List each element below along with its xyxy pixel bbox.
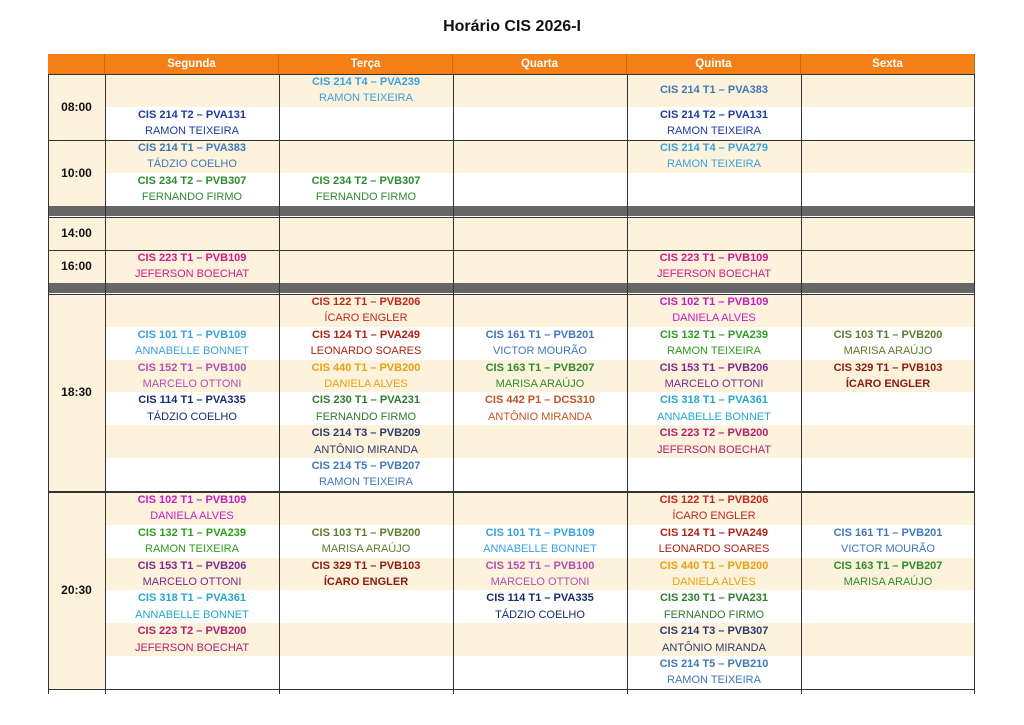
- header-day: Segunda: [105, 54, 279, 74]
- course-code: CIS 214 T2 – PVA131: [137, 108, 247, 121]
- professor-name: DANIELA ALVES: [672, 576, 756, 588]
- class-entry: [105, 590, 279, 623]
- professor-name: RAMON TEIXEIRA: [667, 125, 761, 138]
- professor-name: RAMON TEIXEIRA: [319, 92, 413, 105]
- professor-name: FERNANDO FIRMO: [315, 191, 417, 204]
- professor-name: ÍCARO ENGLER: [324, 312, 408, 325]
- course-code: CIS 153 T1 – PVB206: [137, 559, 247, 572]
- course-code: CIS 102 T1 – PVB109: [659, 296, 769, 308]
- professor-name: TÁDZIO COELHO: [147, 158, 237, 171]
- course-code: CIS 102 T1 – PVB109: [137, 494, 247, 506]
- professor-name: RAMON TEIXEIRA: [319, 476, 413, 489]
- header-corner: [48, 54, 105, 74]
- header-day: Quinta: [627, 54, 801, 74]
- row-border: [48, 74, 975, 75]
- course-code: CIS 153 T1 – PVB206: [659, 361, 769, 374]
- column-border: [48, 74, 49, 694]
- professor-name: RAMON TEIXEIRA: [667, 674, 761, 687]
- time-label: 20:30: [61, 583, 92, 598]
- professor-name: MARISA ARAÚJO: [495, 378, 585, 390]
- course-code: CIS 223 T2 – PVB200: [137, 625, 247, 638]
- class-entry: [453, 590, 627, 623]
- course-code: CIS 329 T1 – PVB103: [833, 361, 943, 374]
- header-day: Sexta: [801, 54, 975, 74]
- professor-name: DANIELA ALVES: [150, 510, 234, 523]
- professor-name: VICTOR MOURÃO: [841, 543, 935, 556]
- course-code: CIS 440 T1 – PVB200: [311, 361, 421, 374]
- professor-name: ANNABELLE BONNET: [135, 608, 249, 621]
- class-entry: [453, 360, 627, 393]
- row-band: [105, 217, 975, 250]
- professor-name: DANIELA ALVES: [672, 312, 756, 325]
- class-entry: [627, 82, 801, 98]
- class-entry: [105, 107, 279, 140]
- course-code: CIS 214 T3 – PVB209: [311, 427, 421, 440]
- course-code: CIS 442 P1 – DCS310: [484, 394, 596, 407]
- professor-name: TÁDZIO COELHO: [147, 410, 237, 423]
- column-border: [105, 74, 106, 694]
- class-entry: [105, 327, 279, 360]
- professor-name: LEONARDO SOARES: [310, 345, 422, 358]
- course-code: CIS 163 T1 – PVB207: [485, 361, 595, 374]
- course-code: CIS 101 T1 – PVB109: [137, 328, 247, 341]
- course-code: CIS 214 T4 – PVA239: [311, 76, 421, 88]
- time-label: 10:00: [61, 165, 92, 180]
- professor-name: RAMON TEIXEIRA: [145, 543, 239, 556]
- professor-name: JEFERSON BOECHAT: [134, 268, 250, 281]
- professor-name: MARCELO OTTONI: [142, 378, 242, 390]
- professor-name: MARISA ARAÚJO: [321, 543, 411, 556]
- schedule-table: [48, 54, 975, 694]
- class-entry: [627, 656, 801, 689]
- class-entry: [627, 327, 801, 360]
- professor-name: ANNABELLE BONNET: [135, 345, 249, 358]
- class-entry: [279, 425, 453, 458]
- time-label: 08:00: [61, 99, 92, 114]
- course-code: CIS 230 T1 – PVA231: [311, 394, 421, 407]
- class-entry: [801, 327, 975, 360]
- row-band: [105, 74, 975, 107]
- class-entry: [627, 590, 801, 623]
- professor-name: FERNANDO FIRMO: [663, 608, 765, 621]
- professor-name: ANNABELLE BONNET: [657, 410, 771, 423]
- course-code: CIS 234 T2 – PVB307: [137, 174, 247, 187]
- course-code: CIS 101 T1 – PVB109: [485, 526, 595, 539]
- professor-name: ÍCARO ENGLER: [323, 576, 409, 588]
- class-entry: [453, 327, 627, 360]
- professor-name: ANTÔNIO MIRANDA: [488, 410, 592, 423]
- class-entry: [105, 623, 279, 656]
- professor-name: FERNANDO FIRMO: [141, 191, 243, 204]
- class-entry: [627, 558, 801, 591]
- header-day: Terça: [279, 54, 453, 74]
- course-code: CIS 234 T2 – PVB307: [311, 174, 421, 187]
- class-entry: [279, 525, 453, 558]
- column-border: [627, 74, 628, 694]
- class-entry: [801, 558, 975, 591]
- professor-name: JEFERSON BOECHAT: [134, 641, 250, 654]
- professor-name: MARISA ARAÚJO: [843, 345, 933, 358]
- class-entry: [105, 525, 279, 558]
- time-label: 16:00: [61, 259, 92, 274]
- professor-name: JEFERSON BOECHAT: [656, 268, 772, 281]
- professor-name: MARCELO OTTONI: [142, 576, 242, 588]
- professor-name: RAMON TEIXEIRA: [667, 345, 761, 358]
- course-code: CIS 214 T1 – PVA383: [659, 84, 769, 97]
- time-label: 14:00: [61, 226, 92, 241]
- course-code: CIS 329 T1 – PVB103: [311, 559, 421, 572]
- course-code: CIS 214 T4 – PVA279: [659, 142, 769, 154]
- class-entry: [801, 525, 975, 558]
- class-entry: [279, 558, 453, 591]
- column-border: [801, 74, 802, 694]
- professor-name: ANTÔNIO MIRANDA: [662, 641, 766, 654]
- time-label: 18:30: [61, 385, 92, 400]
- course-code: CIS 161 T1 – PVB201: [833, 526, 943, 539]
- course-code: CIS 214 T3 – PVB307: [659, 625, 769, 638]
- period-separator: [48, 283, 975, 293]
- course-code: CIS 223 T1 – PVB109: [137, 252, 247, 264]
- column-border: [279, 74, 280, 694]
- class-entry: [105, 360, 279, 393]
- professor-name: ÍCARO ENGLER: [845, 378, 931, 390]
- class-entry: [627, 107, 801, 140]
- class-entry: [801, 360, 975, 393]
- professor-name: VICTOR MOURÃO: [493, 345, 587, 358]
- course-code: CIS 122 T1 – PVB206: [311, 296, 421, 308]
- professor-name: ANNABELLE BONNET: [483, 543, 597, 556]
- period-separator: [48, 206, 975, 216]
- class-entry: [279, 294, 453, 327]
- class-entry: [627, 250, 801, 283]
- professor-name: JEFERSON BOECHAT: [656, 443, 772, 456]
- course-code: CIS 214 T5 – PVB207: [311, 460, 421, 472]
- course-code: CIS 214 T1 – PVA383: [137, 142, 247, 154]
- class-entry: [627, 525, 801, 558]
- professor-name: FERNANDO FIRMO: [315, 410, 417, 423]
- class-entry: [627, 294, 801, 327]
- row-border: [48, 689, 975, 690]
- column-border: [453, 74, 454, 694]
- course-code: CIS 440 T1 – PVB200: [659, 559, 769, 572]
- professor-name: MARCELO OTTONI: [490, 576, 590, 588]
- class-entry: [279, 74, 453, 107]
- class-entry: [627, 360, 801, 393]
- course-code: CIS 230 T1 – PVA231: [659, 592, 769, 605]
- page-title: Horário CIS 2026-I: [443, 18, 581, 35]
- course-code: CIS 318 T1 – PVA361: [659, 394, 769, 407]
- class-entry: [105, 558, 279, 591]
- course-code: CIS 103 T1 – PVB200: [311, 526, 421, 539]
- class-entry: [279, 327, 453, 360]
- class-entry: [627, 140, 801, 173]
- course-code: CIS 132 T1 – PVA239: [659, 328, 769, 341]
- class-entry: [279, 458, 453, 491]
- course-code: CIS 152 T1 – PVB100: [137, 361, 247, 374]
- row-border: [48, 217, 975, 218]
- professor-name: LEONARDO SOARES: [658, 543, 770, 556]
- professor-name: MARISA ARAÚJO: [843, 576, 933, 588]
- professor-name: DANIELA ALVES: [324, 378, 408, 390]
- header-day: Quarta: [453, 54, 627, 74]
- class-entry: [279, 360, 453, 393]
- class-entry: [105, 392, 279, 425]
- class-entry: [105, 173, 279, 206]
- row-band: [105, 425, 975, 458]
- column-border: [974, 74, 975, 694]
- course-code: CIS 124 T1 – PVA249: [659, 526, 769, 539]
- professor-name: RAMON TEIXEIRA: [667, 158, 761, 171]
- course-code: CIS 114 T1 – PVA335: [138, 394, 246, 407]
- course-code: CIS 214 T5 – PVB210: [659, 658, 769, 670]
- row-band: [105, 294, 975, 327]
- class-entry: [627, 392, 801, 425]
- course-code: CIS 223 T1 – PVB109: [659, 252, 769, 264]
- course-code: CIS 163 T1 – PVB207: [833, 559, 943, 572]
- course-code: CIS 103 T1 – PVB200: [833, 328, 943, 341]
- class-entry: [105, 492, 279, 525]
- professor-name: TÁDZIO COELHO: [495, 608, 585, 621]
- class-entry: [627, 492, 801, 525]
- class-entry: [453, 392, 627, 425]
- course-code: CIS 318 T1 – PVA361: [137, 592, 247, 605]
- course-code: CIS 132 T1 – PVA239: [137, 526, 247, 539]
- course-code: CIS 114 T1 – PVA335: [486, 592, 594, 605]
- class-entry: [627, 425, 801, 458]
- course-code: CIS 122 T1 – PVB206: [659, 494, 769, 506]
- course-code: CIS 161 T1 – PVB201: [485, 328, 595, 341]
- course-code: CIS 214 T2 – PVA131: [659, 108, 769, 121]
- course-code: CIS 223 T2 – PVB200: [659, 427, 769, 440]
- professor-name: ANTÔNIO MIRANDA: [314, 443, 418, 456]
- course-code: CIS 152 T1 – PVB100: [485, 559, 595, 572]
- row-border: [48, 294, 975, 295]
- class-entry: [279, 392, 453, 425]
- class-entry: [453, 558, 627, 591]
- professor-name: RAMON TEIXEIRA: [145, 125, 239, 138]
- class-entry: [453, 525, 627, 558]
- course-code: CIS 124 T1 – PVA249: [311, 328, 421, 341]
- professor-name: MARCELO OTTONI: [664, 378, 764, 390]
- class-entry: [627, 623, 801, 656]
- class-entry: [105, 140, 279, 173]
- class-entry: [105, 250, 279, 283]
- professor-name: ÍCARO ENGLER: [672, 510, 756, 523]
- class-entry: [279, 173, 453, 206]
